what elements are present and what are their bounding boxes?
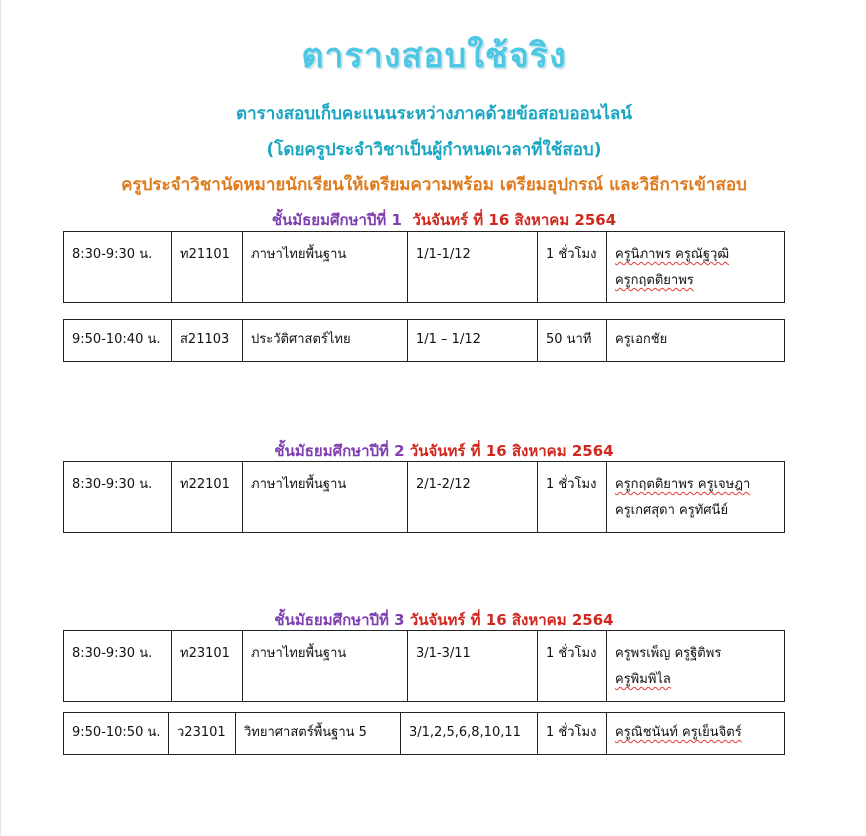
subject-name: วิทยาศาสตร์พื้นฐาน 5 (236, 713, 401, 755)
subject-name: ภาษาไทยพื้นฐาน (243, 232, 408, 303)
section-date: วันจันทร์ ที่ 16 สิงหาคม 2564 (412, 211, 617, 229)
classes: 3/1-3/11 (408, 631, 538, 702)
subject-name: ประวัติศาสตร์ไทย (243, 320, 408, 362)
section-grade: ชั้นมัธยมศึกษาปีที่ 1 (271, 211, 402, 229)
subtitle-online-exam: ตารางสอบเก็บคะแนนระหว่างภาคด้วยข้อสอบออนไลน์ (236, 104, 632, 124)
classes: 3/1,2,5,6,8,10,11 (401, 713, 538, 755)
subject-code: ส21103 (172, 320, 243, 362)
exam-table-m1-row2 (63, 319, 785, 362)
section-grade: ชั้นมัธยมศึกษาปีที่ 2 (274, 442, 405, 460)
section-grade: ชั้นมัธยมศึกษาปีที่ 3 (274, 611, 405, 629)
exam-time: 8:30-9:30 น. (64, 232, 172, 303)
duration: 1 ชั่วโมง (538, 631, 607, 702)
subject-code: ท23101 (172, 631, 243, 702)
section-date: วันจันทร์ ที่ 16 สิงหาคม 2564 (409, 611, 614, 629)
teachers (607, 232, 785, 303)
exam-table-m3-row2 (63, 712, 785, 755)
teachers-line-2: ครูกฤตติยาพร (615, 273, 694, 288)
table-row (64, 320, 785, 362)
duration: 1 ชั่วโมง (538, 462, 607, 533)
section-heading-m2 (1, 439, 866, 463)
classes: 1/1 – 1/12 (408, 320, 538, 362)
classes: 1/1-1/12 (408, 232, 538, 303)
teachers (607, 713, 785, 755)
teachers-line-1: ครูพรเพ็ญ ครูฐิติพร (615, 646, 722, 661)
subject-name: ภาษาไทยพื้นฐาน (243, 631, 408, 702)
exam-time: 9:50-10:40 น. (64, 320, 172, 362)
subject-code: ท21101 (172, 232, 243, 303)
section-date: วันจันทร์ ที่ 16 สิงหาคม 2564 (409, 442, 614, 460)
teachers (607, 462, 785, 533)
table-row (64, 713, 785, 755)
subject-code: ว23101 (169, 713, 236, 755)
exam-time: 8:30-9:30 น. (64, 462, 172, 533)
table-row (64, 631, 785, 702)
duration: 1 ชั่วโมง (538, 713, 607, 755)
teachers (607, 320, 785, 362)
exam-table-m3-row1 (63, 630, 785, 702)
teachers-line-1: ครูณิชนันท์ ครูเย็นจิตร์ (615, 725, 742, 740)
classes: 2/1-2/12 (408, 462, 538, 533)
exam-table-m2-row1 (63, 461, 785, 533)
duration: 1 ชั่วโมง (538, 232, 607, 303)
page-title: ตารางสอบใช้จริง (301, 36, 567, 76)
teachers-line-2: ครูเกศสุดา ครูทัศนีย์ (615, 503, 729, 518)
exam-time: 9:50-10:50 น. (64, 713, 169, 755)
duration: 50 นาที (538, 320, 607, 362)
teachers-line-1: ครูเอกชัย (615, 332, 668, 347)
exam-time: 8:30-9:30 น. (64, 631, 172, 702)
subtitle-teacher-instructions: ครูประจำวิชานัดหมายนักเรียนให้เตรียมความพร้อม เตรียมอุปกรณ์ และวิธีการเข้าสอบ (121, 175, 747, 195)
section-heading-m1 (1, 208, 866, 232)
teachers-line-2: ครูพิมพิไล (615, 672, 671, 687)
subject-code: ท22101 (172, 462, 243, 533)
teachers-line-1: ครูกฤตติยาพร ครูเจษฎา (615, 477, 751, 492)
table-row (64, 462, 785, 533)
subject-name: ภาษาไทยพื้นฐาน (243, 462, 408, 533)
section-heading-m3 (1, 608, 866, 632)
exam-table-m1-row1 (63, 231, 785, 303)
subtitle-teacher-sets-time: (โดยครูประจำวิชาเป็นผู้กำหนดเวลาที่ใช้สอบ) (266, 140, 602, 160)
teachers (607, 631, 785, 702)
teachers-line-1: ครูนิภาพร ครูณัฐวุฒิ (615, 247, 730, 262)
table-row (64, 232, 785, 303)
